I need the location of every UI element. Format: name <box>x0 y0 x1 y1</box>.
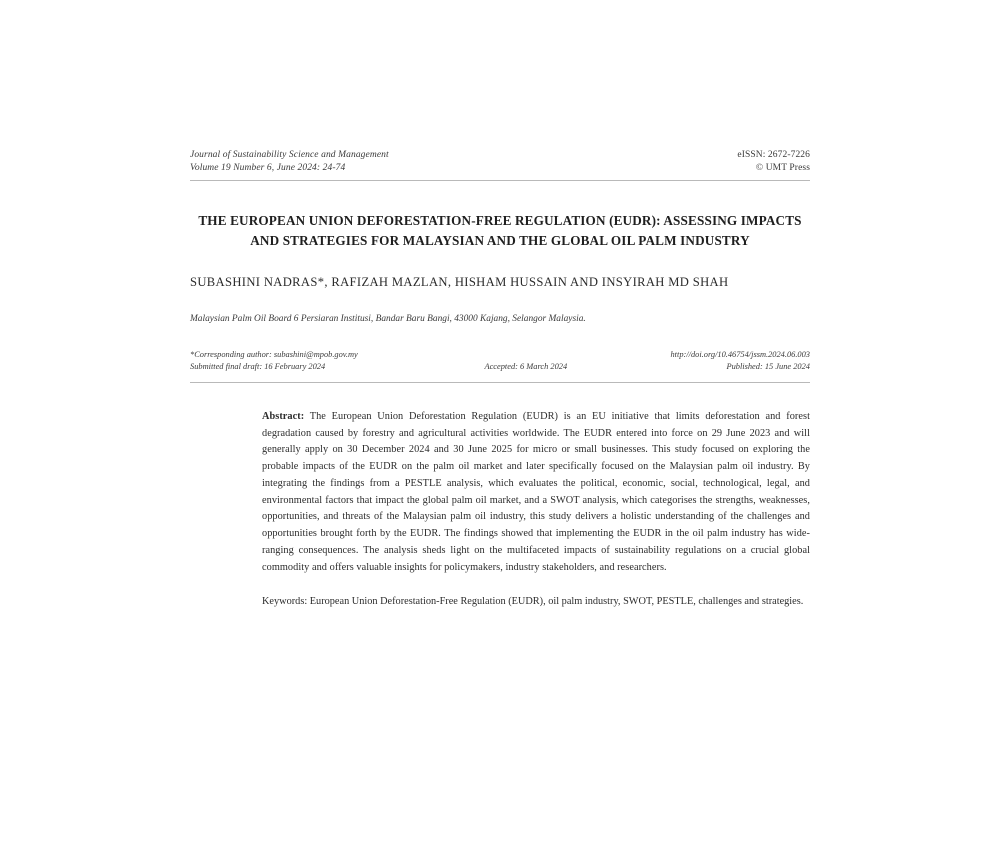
submitted-date: Submitted final draft: 16 February 2024 <box>190 362 326 372</box>
keywords-label: Keywords: <box>262 595 308 607</box>
corresponding-author-email: *Corresponding author: subashini@mpob.gov.my <box>190 349 358 359</box>
keywords-paragraph <box>262 594 810 611</box>
journal-name: Journal of Sustainability Science and Management <box>190 150 389 160</box>
journal-volume-info: Volume 19 Number 6, June 2024: 24-74 <box>190 163 346 173</box>
running-head-row-1 <box>190 150 810 160</box>
abstract-section <box>262 409 810 611</box>
abstract-body: The European Union Deforestation Regulation (EUDR) is an EU initiative that limits deforestation and forest degradation caused by forestry and agricultural activities worldwide. The EUDR entered into force on 29 June 2023 and will generally apply on 30 December 2024 and 30 June 2025 for micro or small businesses. This study focused on exploring the probable impacts of the EUDR on the palm oil market and later specifically focused on the Malaysian palm oil industry. By integrating the findings from a PESTLE analysis, which evaluates the political, economic, social, technological, legal, and environmental factors that impact the global palm oil market, and a SWOT analysis, which categorises the strengths, weaknesses, opportunities, and threats of the Malaysian palm oil industry, this study delivers a holistic understanding of the challenges and opportunities brought forth by the EUDR. The findings showed that implementing the EUDR in the oil palm industry has wide-ranging consequences. The analysis sheds light on the multifaceted impacts of sustainability regulations on a crucial global commodity and offers valuable insights for policymakers, industry stakeholders, and researchers. <box>262 410 810 573</box>
header-divider <box>190 180 810 181</box>
published-date: Published: 15 June 2024 <box>726 362 810 372</box>
doi-link[interactable]: http://doi.org/10.46754/jssm.2024.06.003 <box>670 349 810 359</box>
keywords-text: European Union Deforestation-Free Regulation (EUDR), oil palm industry, SWOT, PESTLE, challenges and strategies. <box>307 595 804 607</box>
journal-eissn: eISSN: 2672-7226 <box>737 150 810 160</box>
page-title: THE EUROPEAN UNION DEFORESTATION-FREE REGULATION (EUDR): ASSESSING IMPACTS AND STRATEGIES FOR MALAYSIAN AND THE GLOBAL OIL PALM INDUSTRY <box>198 213 802 249</box>
running-head-row-2 <box>190 163 810 173</box>
journal-publisher: © UMT Press <box>755 163 810 173</box>
abstract-label: Abstract: <box>262 410 305 422</box>
accepted-date: Accepted: 6 March 2024 <box>484 362 568 372</box>
correspondence-divider <box>190 382 810 383</box>
correspondence-block <box>190 349 810 374</box>
correspondence-row-1 <box>190 349 810 362</box>
abstract-paragraph <box>262 409 810 577</box>
author-affiliation: Malaysian Palm Oil Board 6 Persiaran Institusi, Bandar Baru Bangi, 43000 Kajang, Selangor Malaysia. <box>190 314 586 325</box>
author-list: SUBASHINI NADRAS*, RAFIZAH MAZLAN, HISHAM HUSSAIN AND INSYIRAH MD SHAH <box>190 275 729 290</box>
paper-sheet <box>190 150 810 621</box>
correspondence-row-2 <box>190 361 810 374</box>
